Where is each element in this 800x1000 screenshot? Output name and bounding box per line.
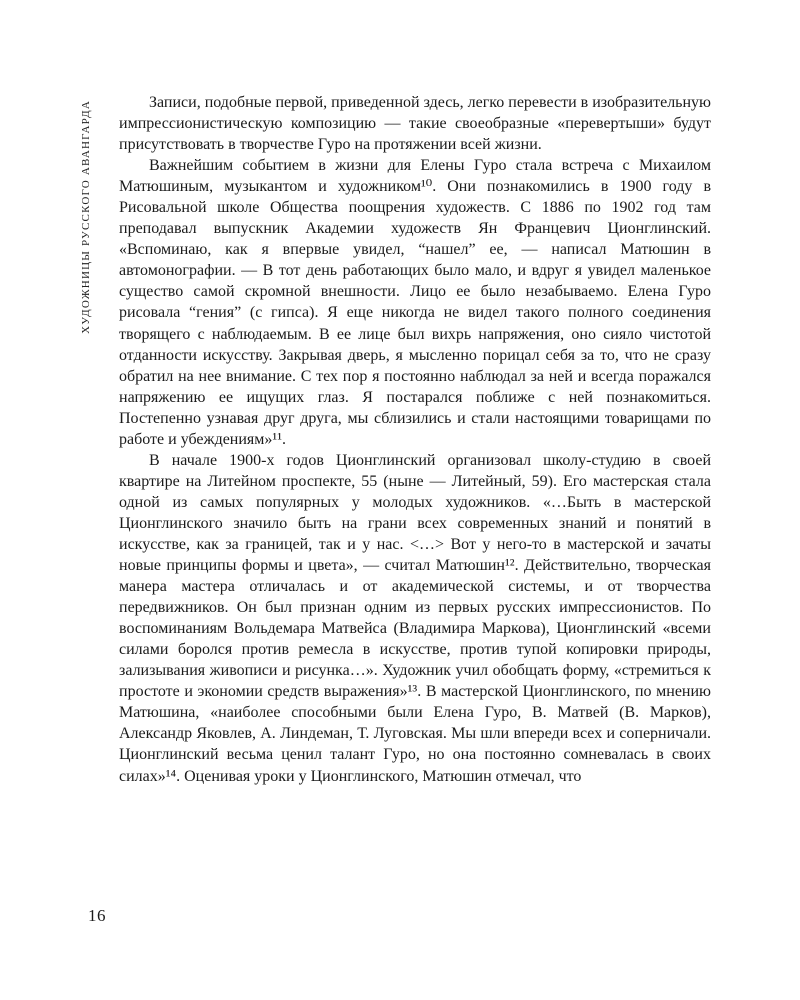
- paragraph: В начале 1900-х годов Ционглинский организовал школу-студию в своей квартире на Литейном проспекте, 55 (ныне — Литейный, 59). Его мастерская стала одной из самых популярных у молодых художников. «…Быть в мастерской Ционглинского значило быть на грани всех современных знаний и понятий в искусстве, как за границей, так и у нас. <…> Вот у него-то в мастерской и зачаты новые принципы формы и цвета», — считал Матюшин¹². Действительно, творческая манера мастера отличалась и от академической системы, и от творчества передвижников. Он был признан одним из первых русских импрессионистов. По воспоминаниям Вольдемара Матвейса (Владимира Маркова), Ционглинский «всеми силами боролся против ремесла в искусстве, против тупой копировки природы, зализывания живописи и рисунка…». Художник учил обобщать форму, «стремиться к простоте и экономии средств выражения»¹³. В мастерской Ционглинского, по мнению Матюшина, «наиболее способными были Елена Гуро, В. Матвей (В. Марков), Александр Яковлев, А. Линдеман, Т. Луговская. Мы шли впереди всех и соперничали. Ционглинский весьма ценил талант Гуро, но она постоянно сомневалась в своих силах»¹⁴. Оценивая уроки у Ционглинского, Матюшин отмечал, что: [119, 451, 711, 785]
- paragraph: Записи, подобные первой, приведенной здесь, легко перевести в изобразительную импрессионистическую композицию — такие своеобразные «перевертыши» будут присутствовать в творчестве Гуро на протяжении всей жизни.: [119, 94, 711, 154]
- body-text: [119, 92, 711, 787]
- page-number: 16: [88, 906, 106, 925]
- running-head-text: ХУДОЖНИЦЫ РУССКОГО АВАНГАРДА: [80, 100, 92, 334]
- running-head: [76, 100, 96, 580]
- paragraph: Важнейшим событием в жизни для Елены Гуро стала встреча с Михаилом Матюшиным, музыкантом и художником¹⁰. Они познакомились в 1900 году в Рисовальной школе Общества поощрения художеств. С 1886 по 1902 год там преподавал выпускник Академии художеств Ян Францевич Ционглинский. «Вспоминаю, как я впервые увидел, “нашел” ее, — написал Матюшин в автомонографии. — В тот день работающих было мало, и вдруг я увидел маленькое существо самой скромной внешности. Лицо ее было незабываемо. Елена Гуро рисовала “гения” (с гипса). Я еще никогда не видел такого полного соединения творящего с наблюдаемым. В ее лице был вихрь напряжения, оно сияло чистотой отданности искусству. Закрывая дверь, я мысленно порицал себя за то, что не сразу обратил на нее внимание. С тех пор я постоянно наблюдал за ней и всегда поражался напряжению ее ищущих глаз. Я постарался поближе с ней познакомиться. Постепенно узнавая друг друга, мы сблизились и стали настоящими товарищами по работе и убеждениям»¹¹.: [119, 157, 711, 448]
